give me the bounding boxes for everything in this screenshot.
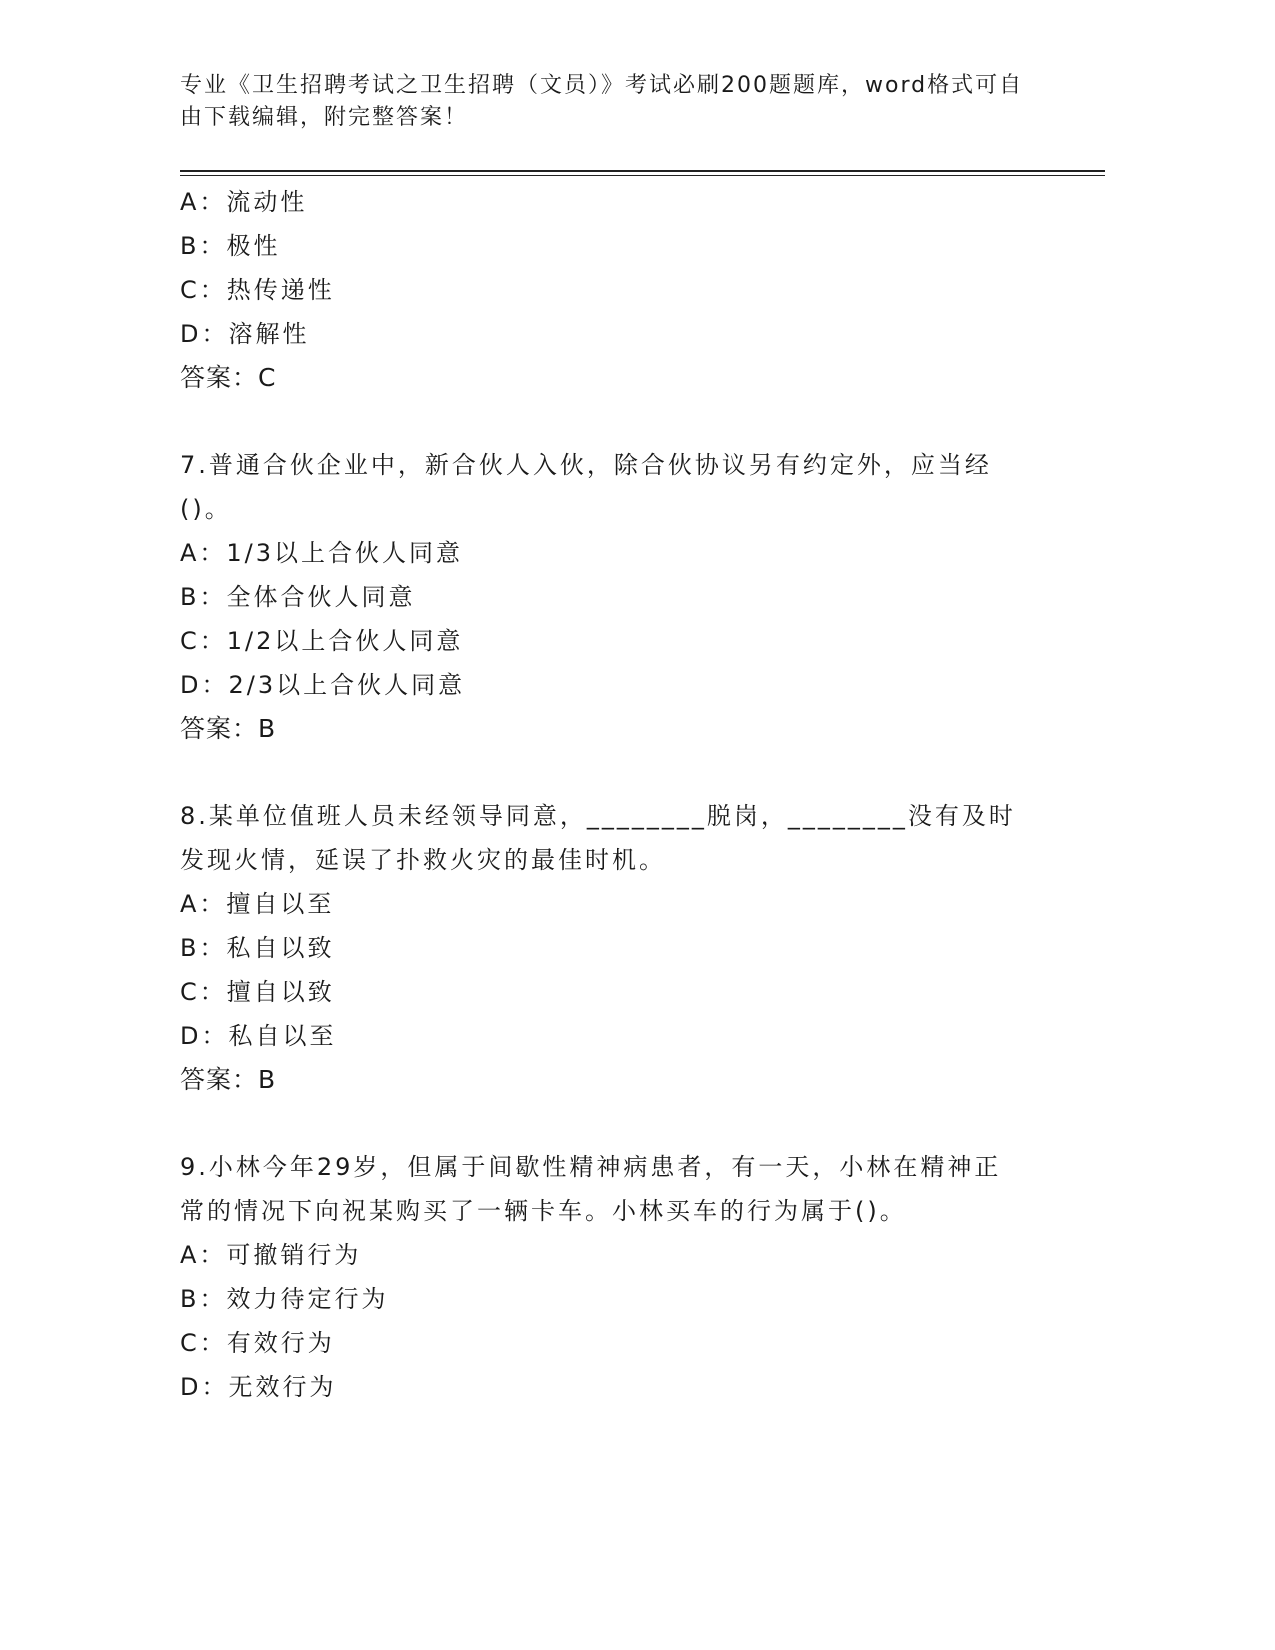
- question-7: [180, 443, 1060, 751]
- option-a: A：擅自以至: [180, 890, 335, 918]
- answer-line: 答案：C: [180, 363, 277, 392]
- header-line-2: 由下载编辑，附完整答案！: [180, 105, 469, 130]
- question-list: [180, 180, 1060, 1409]
- document-header: [180, 70, 1040, 134]
- option-c: C：有效行为: [180, 1329, 335, 1357]
- question-stem-line-1: 9.小林今年29岁，但属于间歇性精神病患者，有一天，小林在精神正: [180, 1153, 1002, 1181]
- answer-line: 答案：B: [180, 714, 277, 743]
- question-stem-line-2: 发现火情，延误了扑救火灾的最佳时机。: [180, 846, 666, 874]
- question-8: [180, 794, 1060, 1102]
- option-b: B：极性: [180, 232, 281, 260]
- option-d: D：无效行为: [180, 1373, 337, 1401]
- option-a: A：流动性: [180, 188, 308, 216]
- question-stem-line-1: 7.普通合伙企业中，新合伙人入伙，除合伙协议另有约定外，应当经: [180, 451, 992, 479]
- question-stem-line-1: 8.某单位值班人员未经领导同意，________脱岗，________没有及时: [180, 802, 1016, 830]
- question-6: [180, 180, 1060, 400]
- question-stem-line-2: 常的情况下向祝某购买了一辆卡车。小林买车的行为属于()。: [180, 1197, 907, 1225]
- spacer: [180, 751, 1060, 794]
- header-rule-thin: [180, 175, 1105, 176]
- question-9: [180, 1145, 1060, 1409]
- option-a: A：可撤销行为: [180, 1241, 362, 1269]
- option-b: B：全体合伙人同意: [180, 583, 416, 611]
- option-d: D：溶解性: [180, 320, 310, 348]
- header-line-1: 专业《卫生招聘考试之卫生招聘（文员）》考试必刷200题题库，word格式可自: [180, 73, 1024, 98]
- header-rule-thick: [180, 170, 1105, 172]
- option-c: C：1/2以上合伙人同意: [180, 627, 464, 655]
- option-d: D：私自以至: [180, 1022, 337, 1050]
- spacer: [180, 1102, 1060, 1145]
- option-d: D：2/3以上合伙人同意: [180, 671, 466, 699]
- option-b: B：私自以致: [180, 934, 335, 962]
- question-stem-line-2: ()。: [180, 495, 232, 523]
- option-b: B：效力待定行为: [180, 1285, 389, 1313]
- spacer: [180, 400, 1060, 443]
- option-c: C：热传递性: [180, 276, 335, 304]
- option-a: A：1/3以上合伙人同意: [180, 539, 464, 567]
- answer-line: 答案：B: [180, 1065, 277, 1094]
- option-c: C：擅自以致: [180, 978, 335, 1006]
